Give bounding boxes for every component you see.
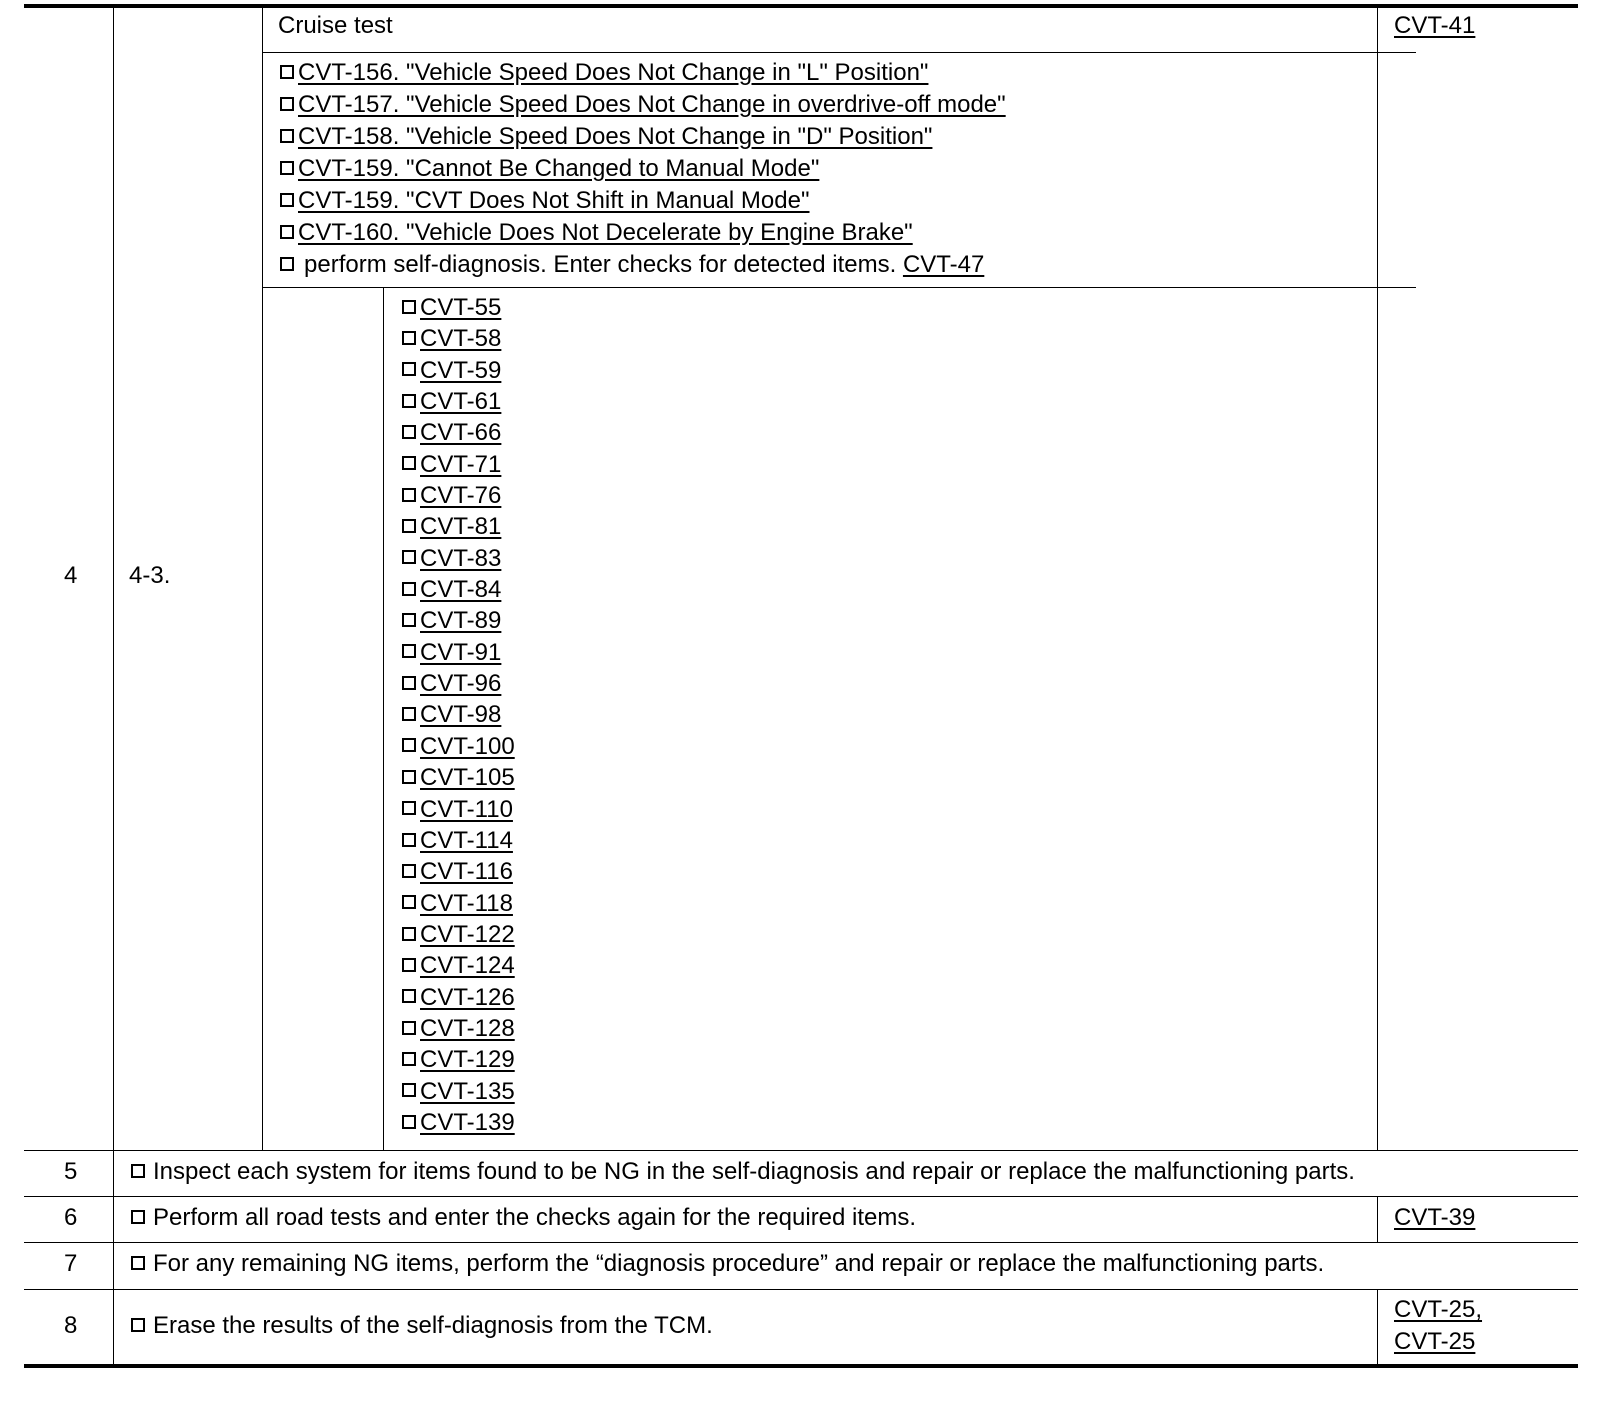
col-step-divider — [113, 4, 114, 1366]
code-link[interactable]: CVT-66 — [420, 419, 502, 447]
code-link[interactable]: CVT-128 — [420, 1014, 515, 1042]
self-diagnosis-item — [280, 249, 1006, 281]
code-link[interactable]: CVT-116 — [420, 858, 513, 886]
checkbox-icon[interactable] — [280, 65, 294, 79]
checkbox-icon[interactable] — [402, 300, 416, 314]
symptom-link[interactable]: CVT-158. "Vehicle Speed Does Not Change in "D" Position" — [298, 123, 933, 150]
checkbox-icon[interactable] — [402, 425, 416, 439]
code-item[interactable] — [402, 543, 515, 574]
code-link[interactable]: CVT-91 — [420, 638, 502, 666]
symptom-item[interactable] — [280, 57, 1006, 89]
code-item[interactable] — [402, 825, 515, 856]
symptom-list — [280, 57, 1006, 281]
symptom-link[interactable]: CVT-160. "Vehicle Does Not Decelerate by Engine Brake" — [298, 219, 913, 246]
self-diagnosis-ref-link[interactable]: CVT-47 — [902, 251, 985, 278]
code-item[interactable] — [402, 731, 515, 762]
table-top-rule — [24, 4, 1578, 8]
row6-text: Perform all road tests and enter the checks again for the required items. — [153, 1204, 917, 1231]
row5-text: Inspect each system for items found to be NG in the self-diagnosis and repair or replace the malfunctioning parts. — [153, 1158, 1355, 1185]
code-item[interactable] — [402, 605, 515, 636]
code-link[interactable]: CVT-98 — [420, 701, 502, 729]
col-ref-divider-row6 — [1377, 1196, 1378, 1243]
checkbox-icon[interactable] — [402, 676, 416, 690]
row8-ref-link-1[interactable]: CVT-25, — [1394, 1296, 1483, 1323]
code-link[interactable]: CVT-96 — [420, 670, 502, 698]
code-link[interactable]: CVT-71 — [420, 450, 502, 478]
row7-item — [131, 1248, 1324, 1280]
code-link[interactable]: CVT-126 — [420, 983, 515, 1011]
code-item[interactable] — [402, 699, 515, 730]
checkbox-icon[interactable] — [402, 394, 416, 408]
step-number-8: 8 — [64, 1312, 78, 1339]
checkbox-icon[interactable] — [280, 97, 294, 111]
symptom-item[interactable] — [280, 121, 1006, 153]
cruise-test-ref-link[interactable]: CVT-41 — [1394, 12, 1476, 39]
checkbox-icon[interactable] — [280, 161, 294, 175]
code-link[interactable]: CVT-110 — [420, 795, 513, 823]
checkbox-icon[interactable] — [280, 193, 294, 207]
step-number-7: 7 — [64, 1250, 78, 1277]
checkbox-icon[interactable] — [402, 958, 416, 972]
code-item[interactable] — [402, 1076, 515, 1107]
rule-row7-bottom — [24, 1289, 1578, 1290]
row8-item — [131, 1310, 713, 1342]
checkbox-icon[interactable] — [402, 707, 416, 721]
code-item[interactable] — [402, 292, 515, 323]
step-number-5: 5 — [64, 1158, 78, 1185]
checkbox-icon[interactable] — [402, 1115, 416, 1129]
code-item[interactable] — [402, 919, 515, 950]
code-item[interactable] — [402, 794, 515, 825]
code-link[interactable]: CVT-129 — [420, 1046, 515, 1074]
symptom-item[interactable] — [280, 185, 1006, 217]
checkbox-icon[interactable] — [402, 1083, 416, 1097]
checkbox-icon[interactable] — [402, 1021, 416, 1035]
col-ref-divider-row8 — [1377, 1289, 1378, 1366]
code-item[interactable] — [402, 386, 515, 417]
code-link[interactable]: CVT-100 — [420, 732, 515, 760]
symptom-link[interactable]: CVT-157. "Vehicle Speed Does Not Change in overdrive-off mode" — [298, 91, 1006, 118]
code-link[interactable]: CVT-61 — [420, 388, 502, 416]
code-item[interactable] — [402, 480, 515, 511]
code-link[interactable]: CVT-118 — [420, 889, 513, 917]
checkbox-icon[interactable] — [131, 1210, 145, 1224]
checkbox-icon[interactable] — [402, 488, 416, 502]
row7-text: For any remaining NG items, perform the “diagnosis procedure” and repair or replace the malfunctioning parts. — [153, 1250, 1325, 1277]
checkbox-icon[interactable] — [402, 833, 416, 847]
symptom-item[interactable] — [280, 89, 1006, 121]
row6-ref-link[interactable]: CVT-39 — [1394, 1204, 1476, 1231]
row8-text: Erase the results of the self-diagnosis from the TCM. — [153, 1312, 713, 1339]
code-item[interactable] — [402, 637, 515, 668]
checkbox-icon[interactable] — [402, 738, 416, 752]
code-link[interactable]: CVT-139 — [420, 1108, 515, 1136]
code-item[interactable] — [402, 355, 515, 386]
checkbox-icon[interactable] — [402, 331, 416, 345]
symptom-link[interactable]: CVT-159. "Cannot Be Changed to Manual Mode" — [298, 155, 820, 182]
row6-item — [131, 1202, 916, 1234]
code-item[interactable] — [402, 762, 515, 793]
code-link[interactable]: CVT-84 — [420, 576, 502, 604]
checkbox-icon[interactable] — [402, 770, 416, 784]
code-item[interactable] — [402, 982, 515, 1013]
col-substep-divider — [262, 4, 263, 1151]
row5-item — [131, 1156, 1355, 1188]
checkbox-icon[interactable] — [280, 129, 294, 143]
checkbox-icon[interactable] — [402, 456, 416, 470]
checkbox-icon[interactable] — [280, 225, 294, 239]
cruise-test-title: Cruise test — [278, 12, 393, 39]
symptom-item[interactable] — [280, 153, 1006, 185]
code-item[interactable] — [402, 1013, 515, 1044]
col-ref-divider-row4 — [1377, 4, 1378, 1151]
code-link[interactable]: CVT-122 — [420, 920, 515, 948]
checkbox-icon[interactable] — [402, 644, 416, 658]
code-link[interactable]: CVT-81 — [420, 513, 502, 541]
checkbox-icon[interactable] — [402, 864, 416, 878]
code-item[interactable] — [402, 1044, 515, 1075]
checkbox-icon[interactable] — [131, 1256, 145, 1270]
code-item[interactable] — [402, 449, 515, 480]
code-item[interactable] — [402, 511, 515, 542]
checkbox-icon[interactable] — [402, 1052, 416, 1066]
checkbox-icon[interactable] — [402, 927, 416, 941]
step-number-4: 4 — [64, 562, 78, 589]
code-link[interactable]: CVT-58 — [420, 325, 502, 353]
checkbox-icon[interactable] — [131, 1164, 145, 1178]
code-link[interactable]: CVT-124 — [420, 952, 515, 980]
code-link[interactable]: CVT-105 — [420, 764, 515, 792]
code-item[interactable] — [402, 417, 515, 448]
code-list — [402, 292, 515, 1138]
rule-cruise-bottom — [262, 52, 1416, 53]
rule-row5-bottom — [24, 1196, 1578, 1197]
code-item[interactable] — [402, 1107, 515, 1138]
checkbox-icon[interactable] — [402, 362, 416, 376]
checkbox-icon[interactable] — [402, 989, 416, 1003]
symptom-link[interactable]: CVT-156. "Vehicle Speed Does Not Change in "L" Position" — [298, 59, 929, 86]
step-number-6: 6 — [64, 1204, 78, 1231]
code-link[interactable]: CVT-59 — [420, 356, 502, 384]
rule-row4-bottom — [24, 1150, 1578, 1151]
code-item[interactable] — [402, 323, 515, 354]
code-item[interactable] — [402, 950, 515, 981]
code-item[interactable] — [402, 574, 515, 605]
code-item[interactable] — [402, 668, 515, 699]
code-item[interactable] — [402, 856, 515, 887]
checkbox-icon[interactable] — [402, 582, 416, 596]
code-link[interactable]: CVT-55 — [420, 294, 502, 321]
code-link[interactable]: CVT-76 — [420, 482, 502, 510]
checkbox-icon[interactable] — [280, 257, 294, 271]
checkbox-icon[interactable] — [402, 801, 416, 815]
symptom-item[interactable] — [280, 217, 1006, 249]
checkbox-icon[interactable] — [402, 895, 416, 909]
code-link[interactable]: CVT-135 — [420, 1077, 515, 1105]
col-codes-divider — [383, 287, 384, 1151]
checkbox-icon[interactable] — [402, 550, 416, 564]
rule-symptoms-bottom — [262, 287, 1416, 288]
code-link[interactable]: CVT-114 — [420, 826, 513, 854]
code-link[interactable]: CVT-89 — [420, 607, 502, 635]
substep-label: 4-3. — [129, 562, 171, 589]
rule-row6-bottom — [24, 1242, 1578, 1243]
symptom-link[interactable]: CVT-159. "CVT Does Not Shift in Manual Mode" — [298, 187, 810, 214]
checklist-table — [24, 4, 1578, 1402]
row8-ref-link-2[interactable]: CVT-25 — [1394, 1328, 1476, 1355]
table-bottom-rule — [24, 1364, 1578, 1368]
checkbox-icon[interactable] — [402, 613, 416, 627]
self-diagnosis-text: perform self-diagnosis. Enter checks for detected items. — [304, 251, 897, 278]
checkbox-icon[interactable] — [131, 1318, 145, 1332]
code-item[interactable] — [402, 888, 515, 919]
code-link[interactable]: CVT-83 — [420, 544, 502, 572]
checkbox-icon[interactable] — [402, 519, 416, 533]
